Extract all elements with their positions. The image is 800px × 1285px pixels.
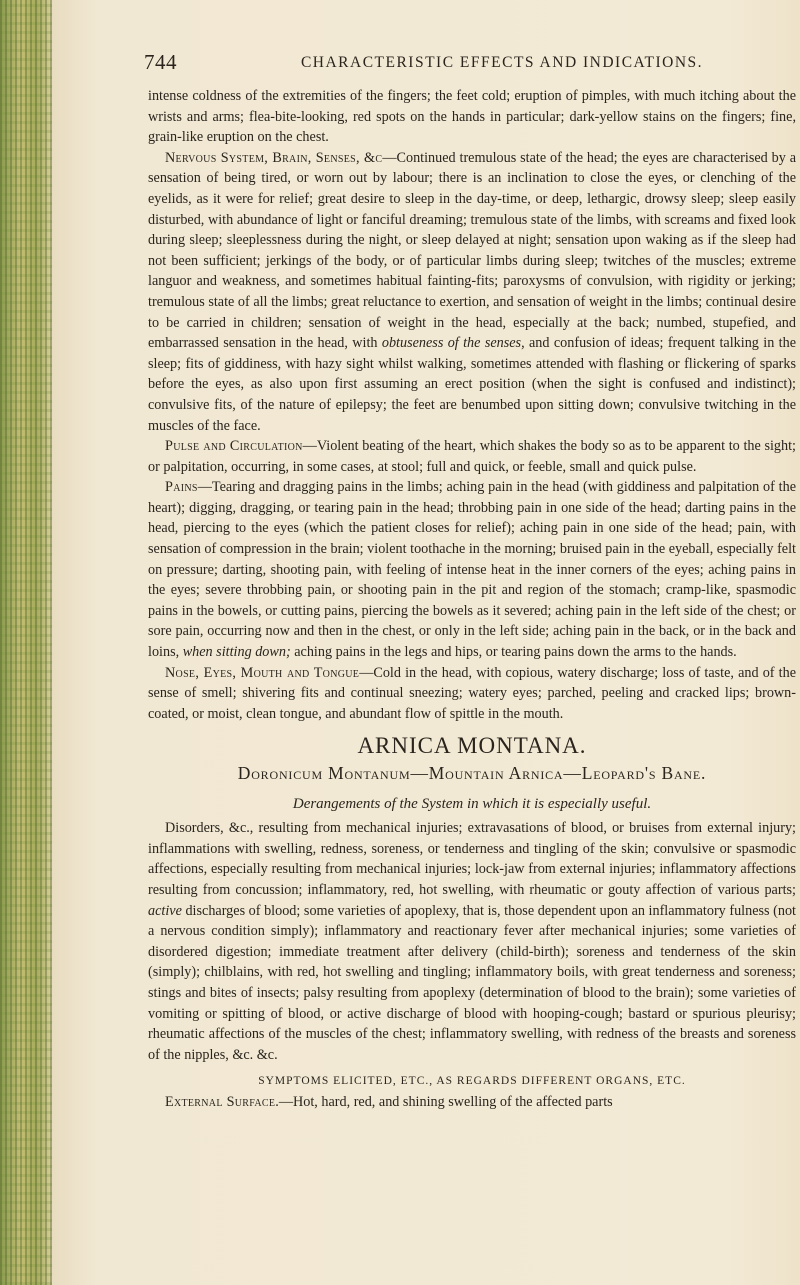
section-head-nose: Nose, Eyes, Mouth and Tongue <box>165 664 360 681</box>
page-header <box>144 50 790 78</box>
paragraph-pulse <box>148 436 796 477</box>
page-number: 744 <box>144 50 177 74</box>
emphasis-text: when sitting down; <box>182 644 291 661</box>
book-page <box>52 0 800 1285</box>
paragraph-text: , and confusion of ideas; frequent talking in the sleep; fits of giddiness, with hazy sight whilst walking, sometimes attended with flashing or flickering of sparks before the eyes, as also upon first assuming an erect position (when the sight is confused and indistinct); convulsive fits, of the nature of epilepsy; the feet are benumbed upon sitting down; convulsive twitching in the muscles of the face. <box>148 335 796 434</box>
paragraph-disorders <box>148 818 796 1065</box>
section-head-nervous: Nervous System, Brain, Senses, &c <box>165 149 383 166</box>
binding-gutter <box>0 0 52 1285</box>
paragraph-nose-eyes <box>148 663 796 725</box>
paragraph-text: —Continued tremulous state of the head; the eyes are characterised by a sensation of being tired, or worn out by labour; there is an inclination to close the eyes, or clenching of the eyelids, as it were for relief; great desire to sleep in the day-time, or deep, lethargic, drowsy sleep; sleep easily disturbed, with abundance of light or fanciful dreaming; tremulous state of the limbs, with screams and fixed look during sleep; sleeplessness during the night, or sleep delayed at night; sensation upon waking as if the sleep had not been sufficient; jerkings of the body, or of particular limbs during sleep; twitches of the muscles; extreme languor and weakness, and sometimes habitual fainting-fits; paroxysms of convulsion, with rigidity or jerking; tremulous state of all the limbs; great reluctance to exertion, and sensation of weight in the limbs; continual desire to be carried in children; sensation of weight in the head, especially at the back; numbed, stupefied, and embarrassed sensation in the head, with <box>148 149 796 352</box>
paragraph-text: discharges of blood; some varieties of apoplexy, that is, those dependent upon an inflammatory fulness (not a nervous condition simply); inflammatory and reactionary fever after mechanical injuries; some varieties of disordered digestion; immediate treatment after delivery (child-birth); soreness and tenderness of the skin (simply); chilblains, with red, hot swelling and tingling; inflammatory boils, with great tenderness and soreness; stings and bites of insects; palsy resulting from apoplexy (determination of blood to the brain); some varieties of vomiting or spitting of blood, or active discharge of blood with hooping-cough; bastard or spurious pleurisy; rheumatic affections of the muscles of the chest; inflammatory swelling, with redness of the breasts and soreness of the nipples, &c. &c. <box>148 902 796 1063</box>
emphasis-text: active <box>148 902 182 919</box>
remedy-title: ARNICA MONTANA. <box>357 733 587 759</box>
paragraph-pains <box>148 477 796 662</box>
running-title: CHARACTERISTIC EFFECTS AND INDICATIONS. <box>300 54 704 71</box>
section-head-pains: Pains <box>165 479 198 496</box>
paragraph-text: —Tearing and dragging pains in the limbs; aching pain in the head (with giddiness and palpitation of the heart); digging, dragging, or tearing pain in the head; throbbing pain in one side of the head; darting pains in the head, piercing to the eyes (which the patient closes for relief); aching pain in one side of the head; pain, with sensation of compression in the brain; violent toothache in the morning; bruised pain in the eyeball, especially felt on pressure; darting, shooting pain, with feeling of intense heat in the inner corners of the eyes; aching pains in the eyes; severe throbbing pain, or shooting pain in the pit and region of the stomach; cramp-like, spasmodic pains in the bowels, or cutting pains, piercing the bowels as it severed; aching pain in the left side of the chest; or sore pain, occurring now and then in the chest, or only in the left side; aching pain in the back, or in the back and loins, <box>148 479 796 661</box>
paragraph-text: Disorders, &c., resulting from mechanical injuries; extravasations of blood, or bruises from external injury; inflammations with swelling, redness, soreness, or tenderness and tingling of the skin; convulsive or spasmodic affections, especially resulting from mechanical injuries; lock-jaw from external injuries; inflammatory affections resulting from concussion; inflammatory, red, hot swelling, with rheumatic or gouty affection of various parts; <box>148 820 796 898</box>
remedy-subtitle: Doronicum Montanum—Mountain Arnica—Leopard's Bane. <box>237 763 707 783</box>
paragraph-external-surface <box>148 1092 796 1113</box>
paragraph-text: aching pains in the legs and hips, or tearing pains down the arms to the hands. <box>290 644 737 661</box>
page-body <box>148 86 796 1113</box>
paragraph-text: .—Hot, hard, red, and shining swelling of the affected parts <box>275 1093 613 1110</box>
paragraph-text: —Cold in the head, with copious, watery discharge; loss of taste, and of the sense of smell; shivering fits and continual sneezing; watery eyes; parched, peeling and cracked lips; brown-coated, or moist, clean tongue, and abundant flow of spittle in the mouth. <box>148 664 796 722</box>
paragraph-skin: intense coldness of the extremities of the fingers; the feet cold; eruption of pimples, with much itching about the wrists and arms; flea-bite-looking, red spots on the hands in particular; dark-yellow stains on the fingers; fine, grain-like eruption on the chest. <box>148 88 796 146</box>
section-head-pulse: Pulse and Circulation <box>165 438 303 455</box>
paragraph-text: —Violent beating of the heart, which shakes the body so as to be apparent to the sight; or palpitation, occurring, in some cases, at stool; full and quick, or feeble, small and quick pulse. <box>148 438 796 475</box>
symptoms-heading: SYMPTOMS ELICITED, ETC., AS REGARDS DIFFERENT ORGANS, ETC. <box>258 1075 686 1088</box>
section-head-external: External Surface <box>165 1093 276 1110</box>
paragraph-nervous-system <box>148 148 796 436</box>
emphasis-text: obtuseness of the senses <box>381 335 522 352</box>
section-heading: Derangements of the System in which it is especially useful. <box>292 795 652 812</box>
